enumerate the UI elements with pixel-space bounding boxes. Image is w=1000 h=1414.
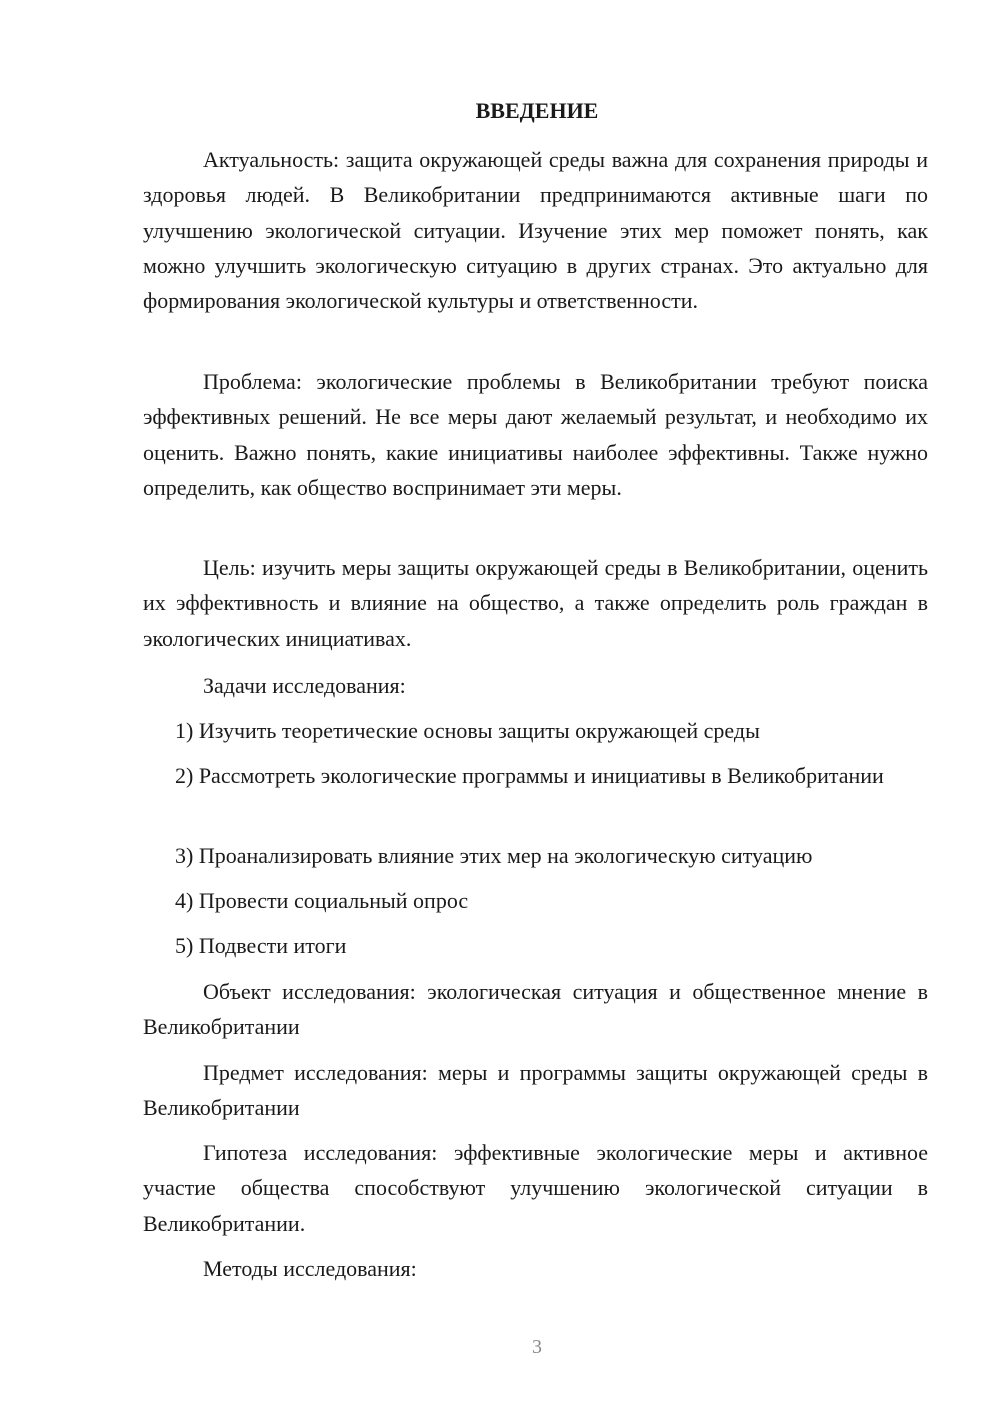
task-item-4: 4) Провести социальный опрос bbox=[175, 888, 469, 913]
tasks-heading: Задачи исследования: bbox=[203, 673, 406, 698]
paragraph-object: Объект исследования: экологическая ситуация и общественное мнение в Великобритании bbox=[143, 979, 928, 1040]
task-item-5: 5) Подвести итоги bbox=[175, 933, 347, 958]
paragraph-problem: Проблема: экологические проблемы в Великобритании требуют поиска эффективных решений. Не все меры дают желаемый результат, и необходимо их оценить. Важно понять, какие инициативы наиболее эффективны. Также нужно определить, как общество воспринимает эти меры. bbox=[143, 369, 928, 500]
paragraph-hypothesis: Гипотеза исследования: эффективные экологические меры и активное участие общества способствуют улучшению экологической ситуации в Великобритании. bbox=[143, 1140, 928, 1236]
task-item-3: 3) Проанализировать влияние этих мер на экологическую ситуацию bbox=[175, 843, 813, 868]
paragraph-goal: Цель: изучить меры защиты окружающей среды в Великобритании, оценить их эффективность и влияние на общество, а также определить роль граждан в экологических инициативах. bbox=[143, 555, 928, 651]
paragraph-subject: Предмет исследования: меры и программы защиты окружающей среды в Великобритании bbox=[143, 1060, 928, 1121]
task-item-1: 1) Изучить теоретические основы защиты окружающей среды bbox=[175, 718, 760, 743]
page-title: ВВЕДЕНИЕ bbox=[475, 98, 599, 123]
page-number: 3 bbox=[532, 1336, 542, 1358]
task-item-2: 2) Рассмотреть экологические программы и инициативы в Великобритании bbox=[175, 763, 884, 788]
methods-heading: Методы исследования: bbox=[203, 1256, 417, 1281]
paragraph-relevance: Актуальность: защита окружающей среды важна для сохранения природы и здоровья людей. В Великобритании предпринимаются активные шаги по улучшению экологической ситуации. Изучение этих мер поможет понять, как можно улучшить экологическую ситуацию в других странах. Это актуально для формирования экологической культуры и ответственности. bbox=[143, 147, 928, 314]
